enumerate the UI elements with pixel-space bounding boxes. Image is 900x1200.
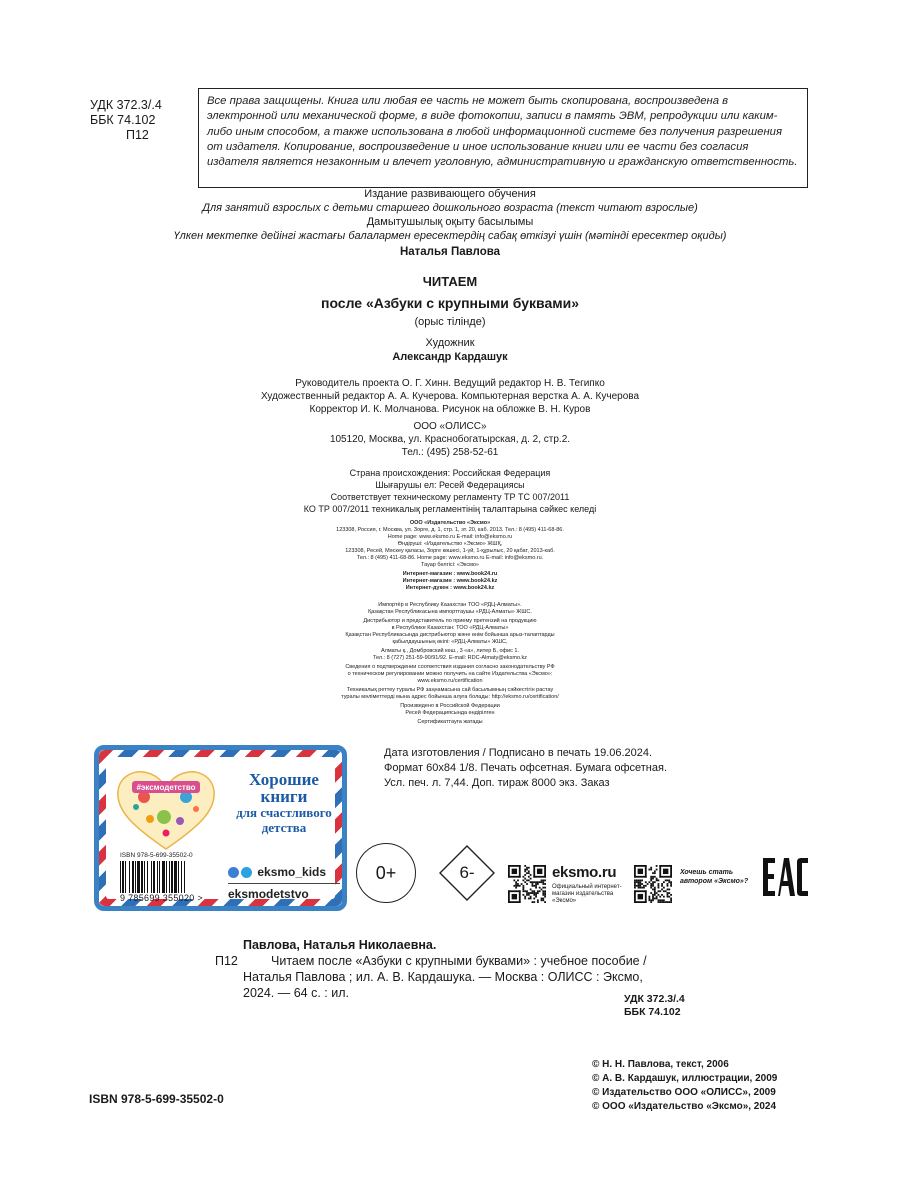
kz-line: www.eksmo.ru/certification xyxy=(417,678,483,684)
kz-line: туралы мәліметтерді мына адрес бойынша алуға болады: http://eksmo.ru/certification/ xyxy=(341,694,559,700)
catalog-udk: УДК 372.3/.4 xyxy=(624,993,685,1005)
catalog-bbk: ББК 74.102 xyxy=(624,1006,681,1018)
copyright-line: © А. В. Кардашук, иллюстрации, 2009 xyxy=(592,1073,778,1084)
credits-block xyxy=(150,377,750,416)
eksmo-line: Интернет-магазин : www.book24.kz xyxy=(402,578,498,584)
print-date: Дата изготовления / Подписано в печать 19.06.2024. xyxy=(384,747,653,759)
edition-type-kz: Дамытушылық оқыту басылымы xyxy=(366,216,534,228)
eksmo-line: ООО «Издательство «Эксмо» xyxy=(409,520,491,526)
qr-code-icon[interactable] xyxy=(634,865,672,903)
divider xyxy=(228,883,340,884)
catalog-code: П12 xyxy=(215,954,238,968)
hashtag-label: #эксмодетство xyxy=(136,783,196,792)
promo-title-line: детства xyxy=(261,820,307,835)
age-rating-circle xyxy=(356,843,416,903)
promo-isbn: ISBN 978-5-699-35502-0 xyxy=(120,852,193,859)
kz-distribution-block xyxy=(150,602,750,726)
catalog-heading: Павлова, Наталья Николаевна. xyxy=(243,938,437,952)
promo-title xyxy=(224,771,344,835)
copyright-line: © Издательство ООО «ОЛИСС», 2009 xyxy=(592,1087,776,1098)
publisher-block xyxy=(150,420,750,459)
edition-audience-kz: Үлкен мектепке дейінгі жастағы балалармен ересектердің сабақ өткізуі үшін (мәтінді ересектер оқиды) xyxy=(173,230,727,242)
regulation-ru: Соответствует техническому регламенту ТР ТС 007/2011 xyxy=(330,492,570,502)
vk-icon xyxy=(228,867,239,878)
social-vk-telegram[interactable] xyxy=(228,865,326,879)
promo-card xyxy=(94,745,347,911)
eac-mark-icon xyxy=(760,852,810,902)
kz-line: қабылдаушының өкілі: «РДЦ-Алматы» ЖШС, xyxy=(392,639,508,645)
age-rating-diamond xyxy=(439,845,495,901)
credit-line: Художественный редактор А. А. Кучерова. Компьютерная верстка А. А. Кучерова xyxy=(260,391,640,402)
kz-line: о техническом регулировании можно получить на сайте Издательства «Эксмо»: xyxy=(347,671,553,677)
edition-type: Издание развивающего обучения xyxy=(364,188,536,200)
eksmo-site-caption: Официальный интернет-магазин издательства «Эксмо» xyxy=(552,884,622,904)
copyright-block xyxy=(592,1058,777,1114)
eksmo-line: Home page: www.eksmo.ru E-mail: info@eksmo.ru xyxy=(387,534,513,540)
eksmo-line: Интернет-дүкен : www.book24.kz xyxy=(405,585,495,591)
author-mark: П12 xyxy=(126,128,149,142)
qr-code-icon[interactable] xyxy=(508,865,546,903)
artist-name: Александр Кардашук xyxy=(392,351,508,363)
kz-line: Сертификаттауға жатады xyxy=(417,719,483,725)
age-rating-diamond-label: 6- xyxy=(459,863,475,882)
kz-line: Импортёр в Республику Казахстан ТОО «РДЦ-Алматы». xyxy=(378,602,522,608)
publisher-name: ООО «ОЛИСС» xyxy=(413,421,487,432)
kz-line: Произведено в Российской Федерации xyxy=(400,703,500,709)
udk-code: УДК 372.3/.4 xyxy=(90,98,162,112)
eksmo-line: Тауар белгісі: «Эксмо» xyxy=(420,562,479,568)
book-subtitle: после «Азбуки с крупными буквами» xyxy=(320,295,580,311)
catalog-card xyxy=(243,937,663,1001)
kz-line: Алматы қ., Домбровский көш., 3 «а», литер Б, офис 1. xyxy=(381,648,519,654)
kz-line: Қазақстан Республикасына импорттаушы «РДЦ-Алматы» ЖШС. xyxy=(368,609,532,615)
eksmo-line: 123308, Ресей, Мәскеу қаласы, Зорге көшесі, 1-үй, 1-құрылыс, 20 қабат, 2013-каб. xyxy=(345,548,555,554)
copyright-line: © Н. Н. Павлова, текст, 2006 xyxy=(592,1059,729,1070)
origin-ru: Страна происхождения: Российская Федерация xyxy=(349,468,551,478)
age-rating-circle-label: 0+ xyxy=(375,862,397,883)
barcode-number: 9 785699 355020 > xyxy=(120,893,203,903)
kz-line: Қазақстан Республикасында дистрибьютор және өнім бойынша арыз-талаптарды xyxy=(345,632,555,638)
origin-block xyxy=(150,467,750,491)
eksmo-line: Тел.: 8 (495) 411-68-86. Home page: www.eksmo.ru E-mail: info@eksmo.ru. xyxy=(356,555,544,561)
print-volume: Усл. печ. л. 7,44. Доп. тираж 8000 экз. Заказ xyxy=(384,777,610,789)
isbn: ISBN 978-5-699-35502-0 xyxy=(89,1092,224,1106)
kz-line: в Республике Казахстан: ТОО «РДЦ-Алматы» xyxy=(391,625,509,631)
promo-title-line: Хорошие xyxy=(249,770,319,789)
promo-title-line: для счастливого xyxy=(236,805,332,820)
artist-label: Художник xyxy=(425,337,475,349)
book-title: ЧИТАЕМ xyxy=(422,274,478,289)
publisher-phone: Тел.: (495) 258-52-61 xyxy=(401,447,499,458)
eksmo-site-link[interactable]: eksmo.ru xyxy=(552,864,617,881)
origin-kz: Шығарушы ел: Ресей Федерациясы xyxy=(375,480,525,490)
promo-card-inner xyxy=(106,757,335,903)
kz-line: Тел.: 8 (727) 251-59-90/91/92. E-mail: RDC-Almaty@eksmo.kz xyxy=(372,655,528,661)
print-format: Формат 60х84 1/8. Печать офсетная. Бумага офсетная. xyxy=(384,762,668,774)
become-author-text: Хочешь стать автором «Эксмо»? xyxy=(680,869,749,885)
print-info-block xyxy=(384,746,667,791)
kz-line: Техникалық реттеу туралы РФ заңнамасына сай басылымның сәйкестігін растау xyxy=(346,687,554,693)
kz-line: Ресей Федерациясында өндірілген xyxy=(405,710,495,716)
book-language: (орыс тілінде) xyxy=(414,316,486,328)
rights-notice-box xyxy=(198,88,808,188)
rights-notice-text: Все права защищены. Книга или любая ее часть не может быть скопирована, воспроизведена в электронной или механической форме, в виде фотокопии, записи в память ЭВМ, репродукции или каким-либо иным способом, а также использована в любой информационной системе без получения разрешения от издателя. Копирование, воспроизведение и иное использование книги или ее части без согласия издателя является незаконным и влечет уголовную, административную и гражданскую ответственность. xyxy=(207,95,798,169)
catalog-body: Читаем после «Азбуки с крупными буквами» : учебное пособие / Наталья Павлова ; ил. А. В. Кардашука. — Москва : ОЛИСС : Эксмо, 2024. — 64 с. : ил. xyxy=(243,954,647,1000)
credit-line: Руководитель проекта О. Г. Хинн. Ведущий редактор Н. В. Тегипко xyxy=(295,378,605,389)
edition-audience: Для занятий взрослых с детьми старшего дошкольного возраста (текст читают взрослые) xyxy=(202,202,698,214)
regulation-block xyxy=(150,491,750,515)
telegram-icon xyxy=(241,867,252,878)
kz-line: Сведения о подтверждении соответствия издания согласно законодательству РФ xyxy=(345,664,555,670)
social-handle-2[interactable]: eksmodetstvo xyxy=(228,887,309,901)
barcode-icon xyxy=(120,861,214,893)
copyright-line: © ООО «Издательство «Эксмо», 2024 xyxy=(592,1101,777,1112)
regulation-kz: КО ТР 007/2011 техникалық регламентінің талаптарына сәйкес келеді xyxy=(303,504,597,514)
publisher-address: 105120, Москва, ул. Краснобогатырская, д. 2, стр.2. xyxy=(329,434,571,445)
eksmo-line: Интернет-магазин : www.book24.ru xyxy=(402,571,498,577)
author-name: Наталья Павлова xyxy=(399,246,501,258)
social-handle-1: eksmo_kids xyxy=(257,865,327,879)
kz-line: Дистрибьютор и представитель по приему претензий на продукцию xyxy=(363,618,537,624)
eksmo-line: Өндіруші: «Издательство «Эксмо» ЖШҚ, xyxy=(397,541,503,547)
eksmo-line: 123308, Россия, г. Москва, ул. Зорге, д. 1, стр. 1, эт. 20, каб. 2013. Тел.: 8 (495) 411-68-86. xyxy=(336,527,564,533)
edition-info xyxy=(150,187,750,243)
promo-title-line: книги xyxy=(260,787,308,806)
heart-illustration-icon xyxy=(114,767,218,851)
udk-top-block xyxy=(90,98,162,143)
credit-line: Корректор И. К. Молчанова. Рисунок на обложке В. Н. Куров xyxy=(309,404,591,415)
bbk-code: ББК 74.102 xyxy=(90,113,156,127)
catalog-udk-block xyxy=(624,993,685,1019)
eksmo-info-block xyxy=(150,520,750,592)
